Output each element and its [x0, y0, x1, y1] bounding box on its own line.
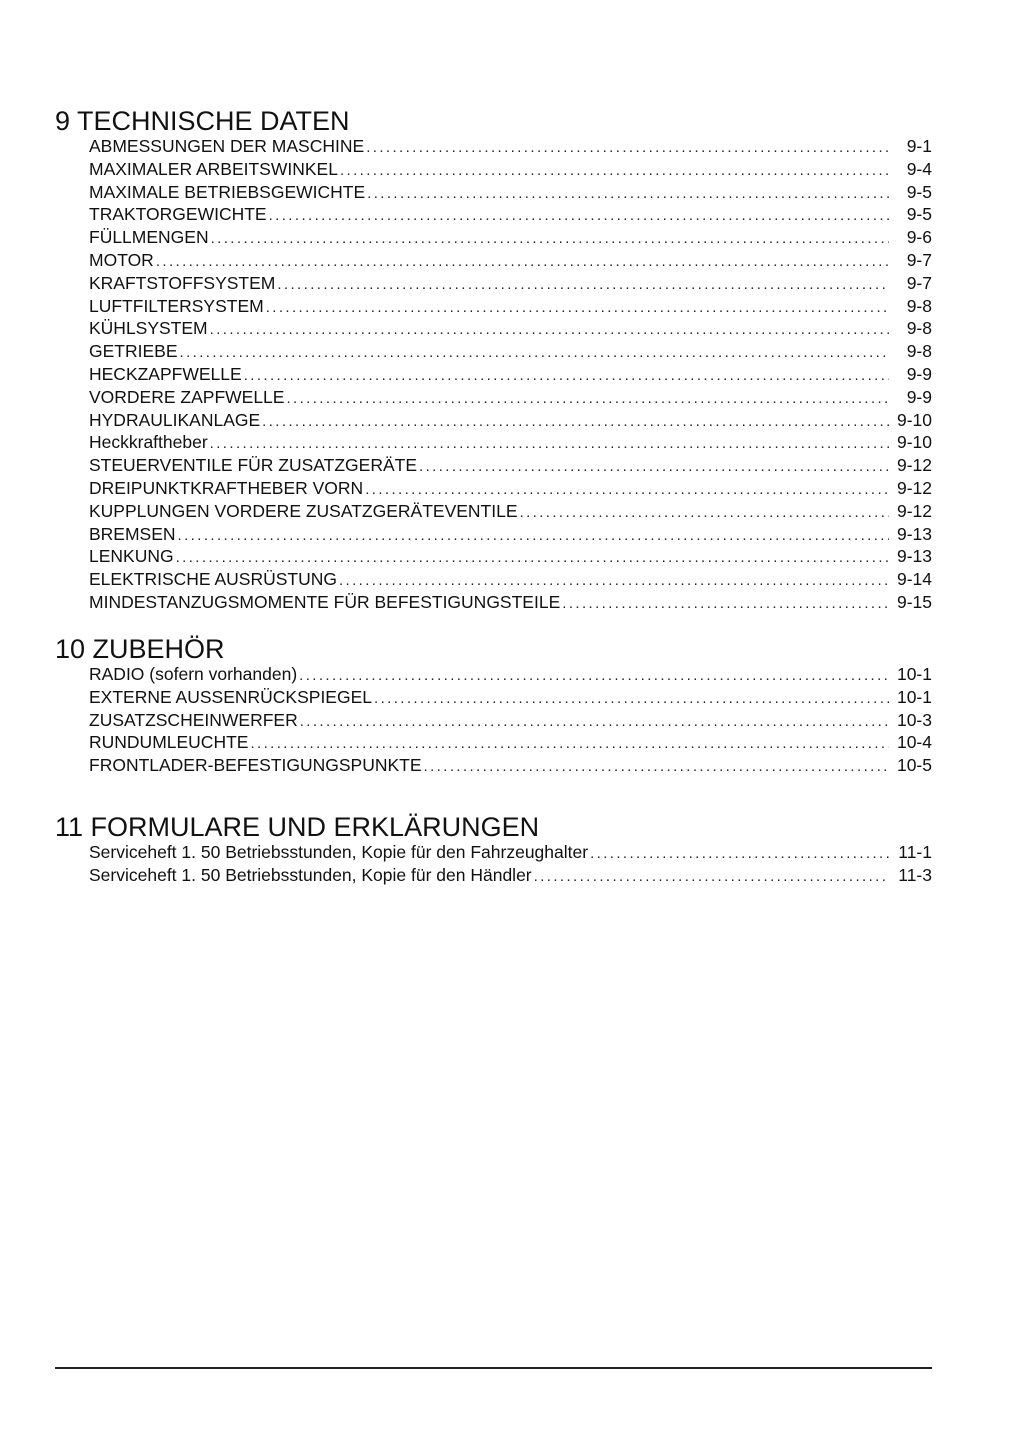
toc-entry[interactable]: [89, 182, 932, 205]
toc-entry-page-number: 9-7: [906, 272, 932, 293]
toc-entry[interactable]: [89, 592, 932, 615]
toc-entry-label: Heckkraftheber: [89, 432, 208, 453]
toc-entry-label: RUNDUMLEUCHTE: [89, 732, 249, 753]
toc-entry-page-number: 9-4: [906, 158, 932, 179]
toc-entry[interactable]: [89, 364, 932, 387]
toc-list: [55, 842, 932, 888]
toc-entry-label: KRAFTSTOFFSYSTEM: [89, 272, 276, 293]
toc-entry-page-number: 10-1: [896, 664, 932, 684]
dot-leader: [178, 525, 889, 547]
toc-list: [55, 664, 932, 778]
toc-entry-page-number: 10-5: [896, 755, 932, 776]
dot-leader: [156, 251, 889, 273]
toc-entry-label: KUPPLUNGEN VORDERE ZUSATZGERÄTEVENTILE: [89, 500, 518, 521]
toc-entry-page-number: 11-1: [898, 842, 932, 862]
dot-leader: [562, 593, 889, 615]
toc-entry-label: Serviceheft 1. 50 Betriebsstunden, Kopie für den Fahrzeughalter: [89, 842, 589, 862]
toc-entry-page-number: 9-9: [906, 363, 932, 384]
toc-entry-page-number: 9-1: [906, 136, 932, 156]
toc-entry-label: ZUSATZSCHEINWERFER: [89, 709, 298, 730]
toc-entry-label: MINDESTANZUGSMOMENTE FÜR BEFESTIGUNGSTEILE: [89, 591, 561, 612]
toc-entry[interactable]: [89, 204, 932, 227]
toc-entry-label: FRONTLADER-BEFESTIGUNGSPUNKTE: [89, 755, 422, 776]
toc-entry[interactable]: [89, 136, 932, 159]
dot-leader: [300, 711, 889, 733]
toc-entry-label: MOTOR: [89, 249, 154, 270]
toc-entry-page-number: 9-15: [896, 591, 932, 612]
dot-leader: [339, 570, 889, 592]
toc-entry[interactable]: [89, 387, 932, 410]
toc-entry-label: EXTERNE AUSSENRÜCKSPIEGEL: [89, 686, 372, 707]
dot-leader: [590, 843, 889, 865]
toc-entry-page-number: 9-8: [906, 295, 932, 316]
toc-entry[interactable]: [89, 732, 932, 755]
toc-entry-label: FÜLLMENGEN: [89, 227, 209, 248]
toc-entry-page-number: 9-10: [896, 409, 932, 430]
toc-entry-page-number: 9-13: [896, 546, 932, 567]
toc-entry[interactable]: [89, 569, 932, 592]
toc-entry-page-number: 9-12: [896, 455, 932, 476]
dot-leader: [299, 665, 889, 687]
toc-section-10: [55, 634, 932, 778]
toc-entry-label: ABMESSUNGEN DER MASCHINE: [89, 136, 365, 156]
toc-entry-page-number: 9-12: [896, 500, 932, 521]
dot-leader: [366, 137, 889, 159]
dot-leader: [374, 688, 889, 710]
toc-list: [55, 136, 932, 615]
dot-leader: [365, 479, 889, 501]
toc-entry-page-number: 9-5: [906, 204, 932, 225]
toc-entry-label: STEUERVENTILE FÜR ZUSATZGERÄTE: [89, 455, 418, 476]
toc-entry-label: DREIPUNKTKRAFTHEBER VORN: [89, 477, 364, 498]
dot-leader: [424, 756, 889, 778]
dot-leader: [262, 411, 889, 433]
dot-leader: [534, 866, 889, 888]
dot-leader: [210, 319, 889, 341]
toc-entry-page-number: 10-4: [896, 732, 932, 753]
toc-entry[interactable]: [89, 687, 932, 710]
toc-entry-label: MAXIMALER ARBEITSWINKEL: [89, 158, 338, 179]
toc-entry-page-number: 10-3: [896, 709, 932, 730]
dot-leader: [419, 456, 889, 478]
toc-entry[interactable]: [89, 501, 932, 524]
toc-entry[interactable]: [89, 664, 932, 687]
toc-entry[interactable]: [89, 478, 932, 501]
toc-entry-label: GETRIEBE: [89, 341, 178, 362]
toc-entry[interactable]: [89, 296, 932, 319]
toc-entry[interactable]: [89, 227, 932, 250]
toc-entry-label: LUFTFILTERSYSTEM: [89, 295, 264, 316]
dot-leader: [286, 388, 889, 410]
toc-entry-page-number: 9-9: [906, 386, 932, 407]
toc-entry-page-number: 9-13: [896, 523, 932, 544]
toc-entry-page-number: 11-3: [898, 864, 932, 885]
toc-entry[interactable]: [89, 710, 932, 733]
toc-entry[interactable]: [89, 318, 932, 341]
dot-leader: [176, 547, 889, 569]
toc-entry-page-number: 9-10: [896, 432, 932, 453]
dot-leader: [244, 365, 889, 387]
toc-entry[interactable]: [89, 546, 932, 569]
toc-entry-label: BREMSEN: [89, 523, 176, 544]
dot-leader: [250, 733, 889, 755]
toc-entry[interactable]: [89, 455, 932, 478]
toc-entry-label: KÜHLSYSTEM: [89, 318, 208, 339]
toc-entry-label: HECKZAPFWELLE: [89, 363, 242, 384]
toc-entry-label: RADIO (sofern vorhanden): [89, 664, 298, 684]
toc-entry[interactable]: [89, 842, 932, 865]
toc-entry-page-number: 9-6: [906, 227, 932, 248]
toc-entry-page-number: 9-12: [896, 477, 932, 498]
dot-leader: [277, 274, 889, 296]
dot-leader: [340, 160, 889, 182]
toc-entry-label: ELEKTRISCHE AUSRÜSTUNG: [89, 569, 337, 590]
toc-entry-label: MAXIMALE BETRIEBSGEWICHTE: [89, 181, 366, 202]
toc-entry-page-number: 9-14: [896, 569, 932, 590]
toc-entry[interactable]: [89, 273, 932, 296]
toc-section-11: [55, 812, 932, 888]
section-title: 11 FORMULARE UND ERKLÄRUNGEN: [55, 812, 540, 842]
toc-entry-page-number: 10-1: [896, 686, 932, 707]
toc-entry-label: VORDERE ZAPFWELLE: [89, 386, 285, 407]
toc-entry-page-number: 9-5: [906, 181, 932, 202]
toc-entry-page-number: 9-7: [906, 249, 932, 270]
toc-entry-page-number: 9-8: [906, 341, 932, 362]
toc-entry-label: HYDRAULIKANLAGE: [89, 409, 261, 430]
toc-entry[interactable]: [89, 432, 932, 455]
toc-entry[interactable]: [89, 341, 932, 364]
dot-leader: [520, 502, 889, 524]
dot-leader: [269, 205, 889, 227]
dot-leader: [211, 228, 889, 250]
toc-entry[interactable]: [89, 410, 932, 433]
section-title: 9 TECHNISCHE DATEN: [55, 106, 350, 136]
toc-section-9: [55, 106, 932, 615]
toc-entry[interactable]: [89, 865, 932, 888]
toc-entry[interactable]: [89, 250, 932, 273]
dot-leader: [180, 342, 890, 364]
toc-entry-page-number: 9-8: [906, 318, 932, 339]
toc-entry-label: LENKUNG: [89, 546, 174, 567]
toc-entry-label: Serviceheft 1. 50 Betriebsstunden, Kopie für den Händler: [89, 864, 532, 885]
footer-divider: [55, 1367, 932, 1369]
section-title: 10 ZUBEHÖR: [55, 634, 225, 664]
toc-entry[interactable]: [89, 159, 932, 182]
toc-entry-label: TRAKTORGEWICHTE: [89, 204, 267, 225]
dot-leader: [210, 433, 889, 455]
dot-leader: [367, 183, 889, 205]
toc-entry[interactable]: [89, 524, 932, 547]
toc-entry[interactable]: [89, 755, 932, 778]
dot-leader: [266, 297, 889, 319]
